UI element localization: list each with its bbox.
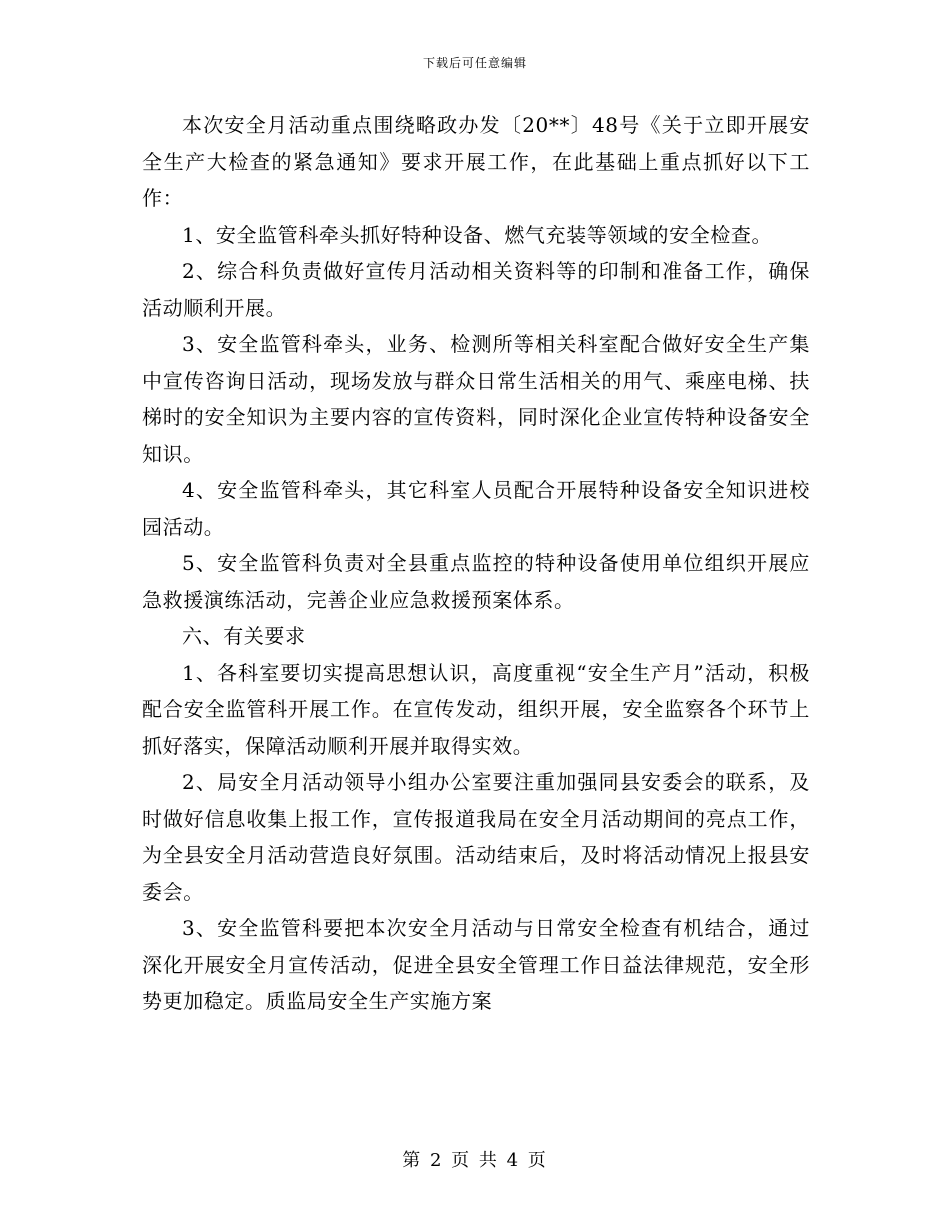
document-body xyxy=(142,107,810,1020)
section-heading-requirements: 六、有关要求 xyxy=(182,624,306,648)
paragraph-item-3: 3、安全监管科牵头，业务、检测所等相关科室配合做好安全生产集中宣传咨询日活动，现场发放与群众日常生活相关的用气、乘座电梯、扶梯时的安全知识为主要内容的宣传资料，同时深化企业宣传特种设备安全知识。 xyxy=(142,332,810,466)
paragraph-intro: 本次安全月活动重点围绕略政办发〔20**〕48号《关于立即开展安全生产大检查的紧急通知》要求开展工作，在此基础上重点抓好以下工作： xyxy=(142,113,810,210)
page-header: 下载后可任意编辑 xyxy=(422,56,527,70)
paragraph-item-1: 1、安全监管科牵头抓好特种设备、燃气充装等领域的安全检查。 xyxy=(182,222,773,247)
paragraph-requirement-1: 1、各科室要切实提高思想认识，高度重视“安全生产月”活动，积极配合安全监管科开展工作。在宣传发动，组织开展，安全监察各个环节上抓好落实，保障活动顺利开展并取得实效。 xyxy=(142,660,810,758)
paragraph-requirement-2: 2、局安全月活动领导小组办公室要注重加强同县安委会的联系，及时做好信息收集上报工作，宣传报道我局在安全月活动期间的亮点工作，为全县安全月活动营造良好氛围。活动结束后，及时将活动情况上报县安委会。 xyxy=(142,770,810,904)
paragraph-item-2: 2、综合科负责做好宣传月活动相关资料等的印制和准备工作，确保活动顺利开展。 xyxy=(142,259,810,320)
page-number-footer: 第 2 页 共 4 页 xyxy=(402,1150,548,1171)
paragraph-item-4: 4、安全监管科牵头，其它科室人员配合开展特种设备安全知识进校园活动。 xyxy=(142,478,810,539)
paragraph-item-5: 5、安全监管科负责对全县重点监控的特种设备使用单位组织开展应急救援演练活动，完善企业应急救援预案体系。 xyxy=(142,551,810,612)
paragraph-requirement-3: 3、安全监管科要把本次安全月活动与日常安全检查有机结合，通过深化开展安全月宣传活动，促进全县安全管理工作日益法律规范，安全形势更加稳定。质监局安全生产实施方案 xyxy=(142,916,810,1013)
